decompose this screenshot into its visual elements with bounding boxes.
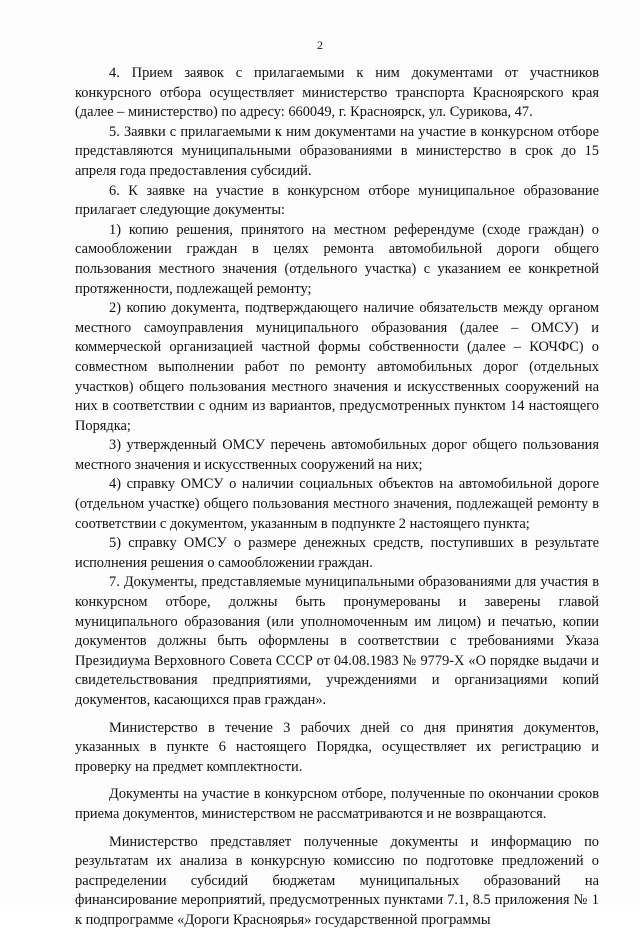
paragraph-4-application-intake: 4. Прием заявок с прилагаемыми к ним документами от участников конкурсного отбора осуществляет министерство транспорта Красноярского края (далее – министерство) по адресу: 660049, г. Красноярск, ул. Сурикова, 47. xyxy=(75,65,599,121)
list-item-5-funds-certificate: 5) справку ОМСУ о размере денежных средств, поступивших в результате исполнения решения о самообложении граждан. xyxy=(75,535,599,571)
list-item-3-road-list: 3) утвержденный ОМСУ перечень автомобильных дорог общего пользования местного значения и искусственных сооружений на них; xyxy=(75,437,599,473)
list-item-1-referendum-decision: 1) копию решения, принятого на местном референдуме (сходе граждан) о самообложении граждан в целях ремонта автомобильной дороги общего пользования местного значения (отдельного участка) с указанием ее конкретной протяженности, подлежащей ремонту; xyxy=(75,221,599,297)
paragraph-late-documents: Документы на участие в конкурсном отборе, полученные по окончании сроков приема документов, министерством не рассматриваются и не возвращаются. xyxy=(75,786,599,822)
page-number: 2 xyxy=(317,38,323,52)
list-item-2-obligations-document: 2) копию документа, подтверждающего наличие обязательств между органом местного самоуправления муниципального образования (далее – ОМСУ) и коммерческой организацией частной формы собственности (далее – КОЧФС) о совместном выполнении работ по ремонту автомобильных дорог (отдельных участков) общего пользования местного значения и искусственных сооружений на них в соответствии с одним из вариантов, предусмотренных пунктом 14 настоящего Порядка; xyxy=(75,300,599,434)
paragraph-commission-submission: Министерство представляет полученные документы и информацию по результатам их анализа в конкурсную комиссию по подготовке предложений о распределении субсидий бюджетам муниципальных образований на финансирование мероприятий, предусмотренных пунктами 7.1, 8.5 приложения № 1 к подпрограмме «Дороги Красноярья» государственной программы xyxy=(75,833,599,928)
list-item-4-social-objects-certificate: 4) справку ОМСУ о наличии социальных объектов на автомобильной дороге (отдельном участке) общего пользования местного значения, подлежащей ремонту в соответствии с документом, указанным в подпункте 2 настоящего пункта; xyxy=(75,476,599,532)
document-body xyxy=(75,64,599,931)
paragraph-5-submission-deadline: 5. Заявки с прилагаемыми к ним документами на участие в конкурсном отборе представляются муниципальными образованиями в министерство в срок до 15 апреля года предоставления субсидий. xyxy=(75,123,599,179)
paragraph-7-document-certification: 7. Документы, представляемые муниципальными образованиями для участия в конкурсном отборе, должны быть пронумерованы и заверены главой муниципального образования (или уполномоченным им лицом) и печатью, копии документов должны быть оформлены в соответствии с требованиями Указа Президиума Верховного Совета СССР от 04.08.1983 № 9779-Х «О порядке выдачи и свидетельствования предприятиями, учреждениями и организациями копий документов, касающихся прав граждан». xyxy=(75,574,599,708)
paragraph-registration: Министерство в течение 3 рабочих дней со дня принятия документов, указанных в пункте 6 настоящего Порядка, осуществляет их регистрацию и проверку на предмет комплектности. xyxy=(75,719,599,775)
paragraph-6-required-documents: 6. К заявке на участие в конкурсном отборе муниципальное образование прилагает следующие документы: xyxy=(75,182,599,219)
